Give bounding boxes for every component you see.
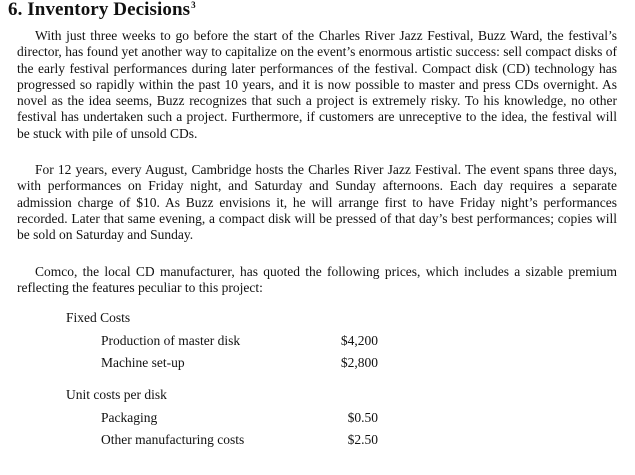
footnote-marker: 3	[191, 0, 196, 10]
paragraph-comco: Comco, the local CD manufacturer, has quoted the following prices, which includes a sizable premium reflecting the features peculiar to this project:	[17, 264, 617, 296]
cost-item-label: Machine set-up	[101, 355, 185, 370]
cost-item-value: $4,200	[340, 333, 378, 348]
section-title: 6. Inventory Decisions	[8, 0, 191, 20]
section-heading	[8, 0, 196, 20]
cost-item-label: Packaging	[101, 410, 158, 425]
cost-item-label: Other manufacturing costs	[101, 432, 245, 447]
paragraph-intro: With just three weeks to go before the start of the Charles River Jazz Festival, Buzz Ward, the festival’s director, has found yet another way to capitalize on the event’s enormous artistic success: sell compact disks of the early festival performances during later performances of the festival. Compact disk (CD) technology has progressed so rapidly within the past 10 years, and it is now possible to master and press CDs overnight. As novel as the idea seems, Buzz recognizes that such a project is extremely risky. To his knowledge, no other festival has undertaken such a project. Furthermore, if customers are unreceptive to the idea, the festival will be stuck with pile of unsold CDs.	[17, 28, 617, 141]
cost-item-value: $2.50	[347, 432, 378, 447]
fixed-costs-title: Fixed Costs	[66, 310, 131, 325]
cost-item-value: $0.50	[347, 410, 378, 425]
cost-item-label: Production of master disk	[101, 333, 241, 348]
cost-item-value: $2,800	[340, 355, 378, 370]
paragraph-festival: For 12 years, every August, Cambridge hosts the Charles River Jazz Festival. The event spans three days, with performances on Friday night, and Saturday and Sunday afternoons. Each day requires a separate admission charge of $10. As Buzz envisions it, he will arrange first to have Friday night’s performances recorded. Later that same evening, a compact disk will be pressed of that day’s best performances; copies will be sold on Saturday and Sunday.	[17, 162, 617, 243]
unit-costs-title: Unit costs per disk	[66, 387, 167, 402]
